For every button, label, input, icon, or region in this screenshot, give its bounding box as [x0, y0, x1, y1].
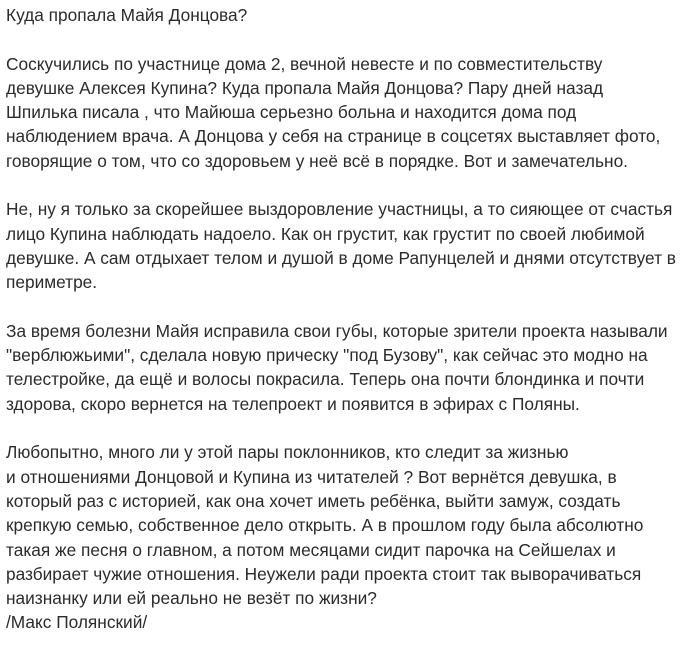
paragraph-4 [6, 440, 696, 634]
article [6, 0, 696, 635]
paragraph-line: периметре. [6, 272, 98, 293]
paragraph-line: здорова, скоро вернется на телепроект и появится в эфирах с Поляны. [6, 393, 580, 414]
article-title: Куда пропала Майя Донцова? [6, 5, 248, 25]
paragraph-line: телестройке, да ещё и волосы покрасила. Теперь она почти блондинка и почти [6, 369, 645, 390]
paragraph-line: наблюдением врача. А Донцова у себя на странице в соцсетях выставляет фото, [6, 126, 661, 147]
paragraph-line: За время болезни Майя исправила свои губы, которые зрители проекта называли [6, 320, 668, 341]
paragraph-line: разбирает чужие отношения. Неужели ради проекта стоит так выворачиваться [6, 563, 642, 584]
paragraph-line: Соскучились по участнице дома 2, вечной невесте и по совместительству [6, 53, 603, 74]
paragraph-line: крепкую семью, собственное дело открыть. А в прошлом году была абсолютно [6, 515, 644, 536]
paragraph-1 [6, 52, 696, 173]
paragraph-3 [6, 319, 696, 416]
paragraph-line: наизнанку или ей реально не везёт по жизни? [6, 588, 377, 609]
paragraph-line: Шпилька писала , что Майюша серьезно больна и находится дома под [6, 102, 577, 123]
paragraph-line: такая же песня о главном, а потом месяцами сидит парочка на Сейшелах и [6, 539, 616, 560]
paragraph-line: Не, ну я только за скорейшее выздоровление участницы, а то сияющее от счастья [6, 199, 673, 220]
paragraph-line: "верблюжьими", сделала новую прическу "под Бузову", как сейчас это модно на [6, 345, 648, 366]
paragraph-line: говорящие о том, что со здоровьем у неё всё в порядке. Вот и замечательно. [6, 150, 628, 171]
paragraph-line: девушке Алексея Купина? Куда пропала Майя Донцова? Пару дней назад [6, 77, 604, 98]
paragraph-line: лицо Купина наблюдать надоело. Как он грустит, как грустит по своей любимой [6, 223, 645, 244]
paragraph-line: девушке. А сам отдыхает телом и душой в доме Рапунцелей и днями отсутствует в [6, 247, 676, 268]
author-signature: /Макс Полянский/ [6, 612, 148, 633]
paragraph-line: и отношениями Донцовой и Купина из читателей ? Вот вернётся девушка, в [6, 466, 617, 487]
paragraph-2 [6, 197, 696, 294]
paragraph-line: Любопытно, много ли у этой пары поклонников, кто следит за жизнью [6, 442, 569, 463]
paragraph-line: который раз с историей, как она хочет иметь ребёнка, выйти замуж, создать [6, 490, 621, 511]
